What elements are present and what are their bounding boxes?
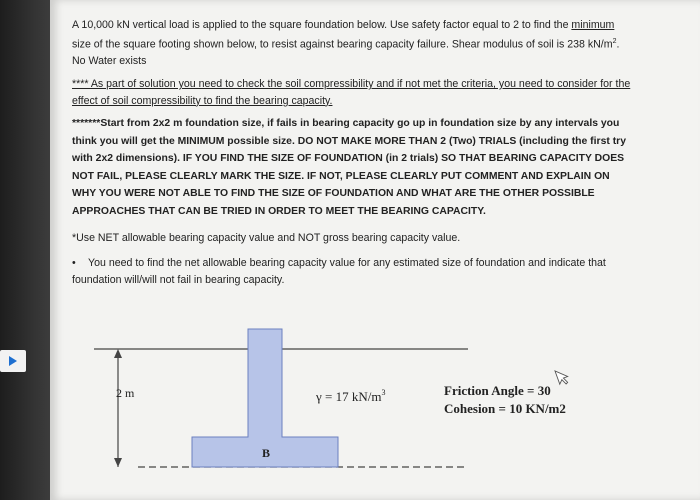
bullet-text: You need to find the net allowable bearing capacity value for any estimated size of foundation and indicate that foundation will/will not fail in bearing capacity.	[72, 257, 606, 286]
problem-sheet	[50, 0, 700, 500]
width-label: B	[262, 446, 271, 460]
depth-arrow-top-icon	[114, 349, 122, 358]
cohesion-label: Cohesion = 10 KN/m2	[444, 401, 566, 416]
depth-arrow-bottom-icon	[114, 458, 122, 467]
bullet-item	[72, 255, 652, 288]
bullet-marker: •	[72, 257, 76, 269]
screen-bezel	[0, 0, 50, 500]
mouse-cursor-icon	[555, 368, 570, 386]
trial-instructions: *******Start from 2x2 m foundation size, if fails in bearing capacity go up in foundation size by any intervals you think you will get the MINIMUM possible size. DO NOT MAKE MORE THAN 2 (Two) TRIALS (including the first try with 2x2 dimensions). IF YOU FIND THE SIZE OF FOUNDATION (in 2 trials) SO THAT BEARING CAPACITY DOES NOT FAIL, PLEASE CLEARLY MARK THE SIZE. IF NOT, PLEASE CLEARLY PUT COMMENT AND EXPLAIN ON WHY YOU WERE NOT ABLE TO FIND THE SIZE OF FOUNDATION AND WHAT ARE THE OTHER POSSIBLE APPROACHES THAT CAN BE TRIED IN ORDER TO MEET THE BEARING CAPACITY.	[72, 118, 626, 217]
foundation-diagram	[50, 325, 700, 500]
friction-angle-label: Friction Angle = 30	[444, 383, 551, 398]
problem-intro: A 10,000 kN vertical load is applied to the square foundation below. Use safety factor equal to 2 to find the minimum size of the square footing shown below, to resist against bearing capacity failure. Shear modulus of soil is 238 $kN/m^2$. No Water exists	[72, 19, 620, 67]
play-button[interactable]	[0, 350, 26, 372]
minimum-word: minimum	[571, 19, 615, 31]
net-capacity-note: *Use NET allowable bearing capacity value and NOT gross bearing capacity value.	[72, 232, 461, 244]
depth-label: 2 m	[116, 386, 135, 400]
compressibility-note: **** As part of solution you need to check the soil compressibility and if not met the criteria, you need to consider for the effect of soil compressibility to find the bearing capacity.	[72, 78, 631, 107]
play-icon	[8, 355, 18, 367]
unit-weight-label: γ = 17 $kN/m^3$	[316, 388, 386, 404]
